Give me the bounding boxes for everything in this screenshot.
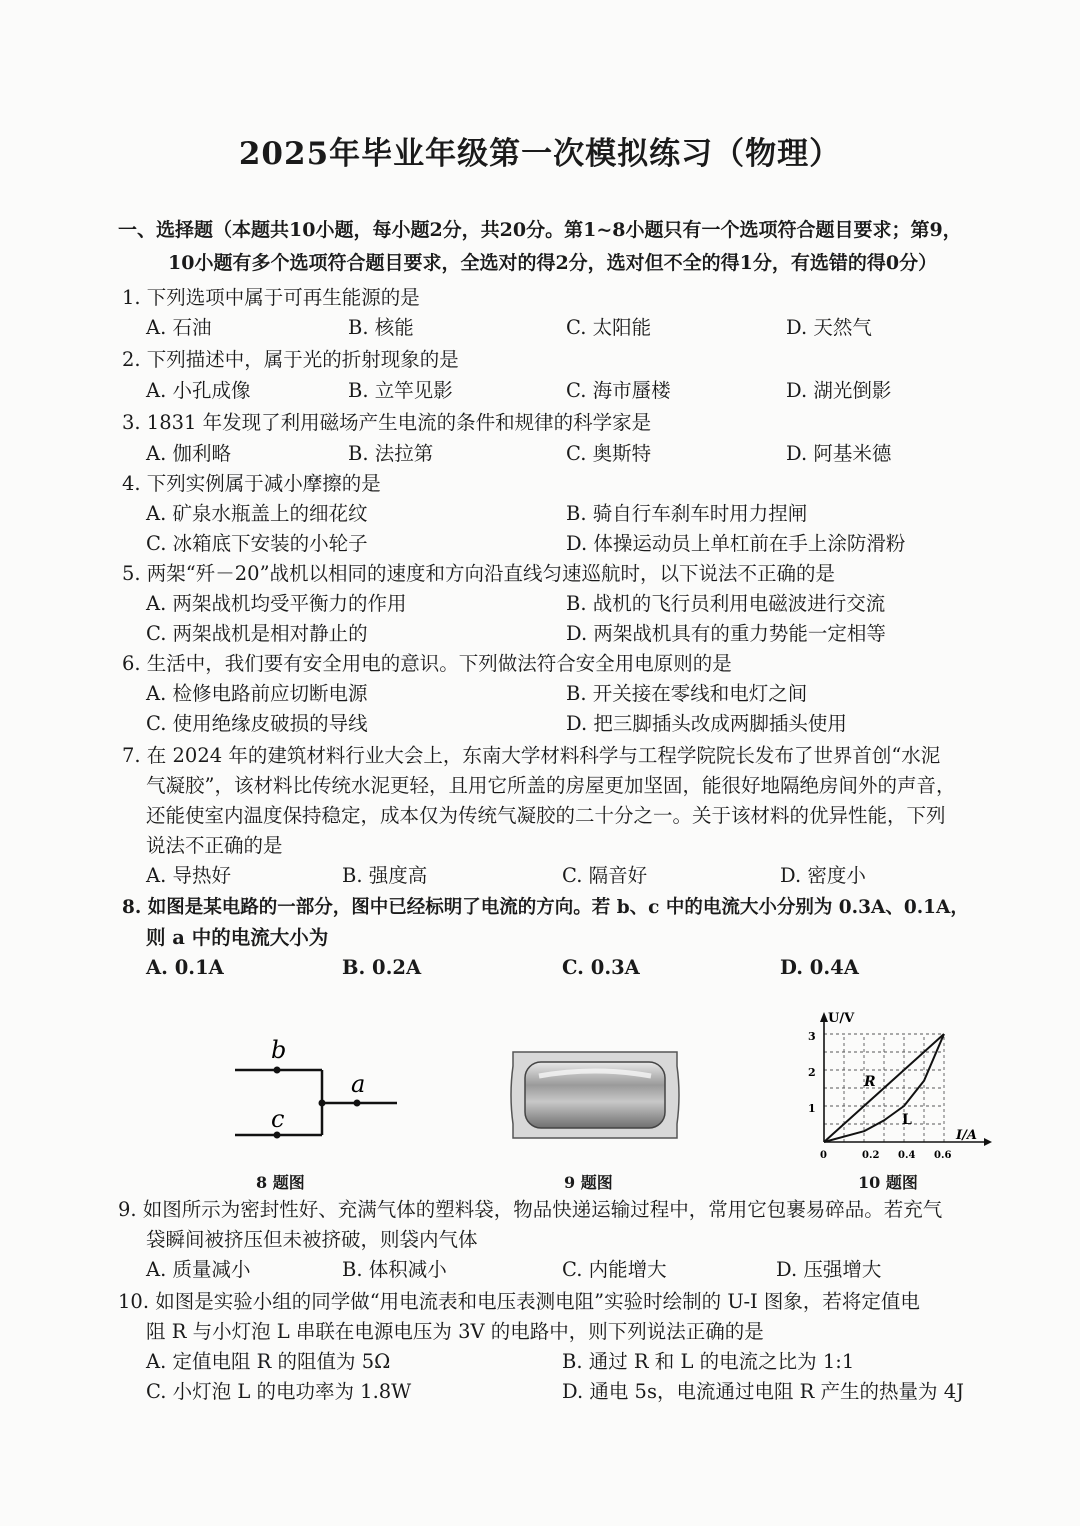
q2-option-d: D. 湖光倒影 <box>786 379 892 402</box>
q9-option-a: A. 质量减小 <box>146 1258 251 1281</box>
curve-label-l: L <box>902 1112 912 1128</box>
x-axis-label: I/A <box>956 1128 977 1143</box>
q2-option-b: B. 立竿见影 <box>348 379 453 402</box>
q9-option-c: C. 内能增大 <box>562 1258 667 1281</box>
figure-9-caption: 9 题图 <box>564 1173 613 1192</box>
node-a <box>354 1100 361 1107</box>
q6-option-a: A. 检修电路前应切断电源 <box>146 682 368 705</box>
page-title: 2025年毕业年级第一次模拟练习（物理） <box>238 136 842 172</box>
figure-8-circuit <box>225 1030 405 1150</box>
q4-option-b: B. 骑自行车刹车时用力捏闸 <box>566 502 808 525</box>
q8-option-c: C. 0.3A <box>562 956 640 979</box>
q7-option-b: B. 强度高 <box>342 864 428 887</box>
q5-option-b: B. 战机的飞行员利用电磁波进行交流 <box>566 592 886 615</box>
x-tick-label: 0.4 <box>898 1150 916 1161</box>
q3-stem: 3. 1831 年发现了利用磁场产生电流的条件和规律的科学家是 <box>122 411 652 434</box>
q8-line-1: 8. 如图是某电路的一部分，图中已经标明了电流的方向。若 b、c 中的电流大小分别为 0.3A、0.1A， <box>122 897 969 918</box>
y-axis-arrow <box>820 1012 828 1022</box>
q7-line-3: 还能使室内温度保持稳定，成本仅为传统气凝胶的二十分之一。关于该材料的优异性能，下列 <box>146 804 946 827</box>
curve-label-r: R <box>864 1074 876 1090</box>
q4-option-c: C. 冰箱底下安装的小轮子 <box>146 532 368 555</box>
q7-line-4: 说法不正确的是 <box>146 834 283 857</box>
q7-option-c: C. 隔音好 <box>562 864 648 887</box>
q1-option-c: C. 太阳能 <box>566 316 652 339</box>
q8-option-a: A. 0.1A <box>146 956 224 979</box>
q4-option-d: D. 体操运动员上单杠前在手上涂防滑粉 <box>566 532 906 555</box>
q3-option-d: D. 阿基米德 <box>786 442 892 465</box>
q10-option-b: B. 通过 R 和 L 的电流之比为 1:1 <box>562 1350 855 1373</box>
y-tick-label: 2 <box>808 1066 816 1079</box>
figure-10-caption: 10 题图 <box>858 1173 918 1192</box>
q8-option-d: D. 0.4A <box>780 956 859 979</box>
x-tick-label: 0 <box>820 1150 827 1161</box>
node-junction <box>319 1100 326 1107</box>
node-b <box>274 1067 281 1074</box>
y-tick-label: 3 <box>808 1030 816 1043</box>
figure-8-caption: 8 题图 <box>256 1173 305 1192</box>
q1-option-d: D. 天然气 <box>786 316 872 339</box>
q5-option-a: A. 两架战机均受平衡力的作用 <box>146 592 407 615</box>
q3-option-c: C. 奥斯特 <box>566 442 652 465</box>
q4-option-a: A. 矿泉水瓶盖上的细花纹 <box>146 502 368 525</box>
q3-option-b: B. 法拉第 <box>348 442 434 465</box>
q6-option-c: C. 使用绝缘皮破损的导线 <box>146 712 368 735</box>
section-instructions <box>118 214 1048 280</box>
q5-stem: 5. 两架“歼－20”战机以相同的速度和方向沿直线匀速巡航时，以下说法不正确的是 <box>122 562 836 585</box>
section-line-2: 10小题有多个选项符合题目要求，全选对的得2分，选对但不全的得1分，有选错的得0分） <box>168 252 938 274</box>
q6-option-b: B. 开关接在零线和电灯之间 <box>566 682 808 705</box>
label-a: a <box>351 1070 366 1098</box>
q7-option-a: A. 导热好 <box>146 864 231 887</box>
x-tick-label: 0.6 <box>934 1150 952 1161</box>
q7-line-1: 7. 在 2024 年的建筑材料行业大会上，东南大学材料科学与工程学院院长发布了世界首创“水泥 <box>122 744 941 767</box>
q6-option-d: D. 把三脚插头改成两脚插头使用 <box>566 712 847 735</box>
q8-option-b: B. 0.2A <box>342 956 422 979</box>
figure-10-ui-graph <box>796 1006 996 1166</box>
q8-line-2: 则 a 中的电流大小为 <box>146 926 329 949</box>
q4-stem: 4. 下列实例属于减小摩擦的是 <box>122 472 381 495</box>
q1-option-b: B. 核能 <box>348 316 414 339</box>
q1-stem: 1. 下列选项中属于可再生能源的是 <box>122 286 420 309</box>
x-tick-label: 0.2 <box>862 1150 880 1161</box>
q3-option-a: A. 伽利略 <box>146 442 231 465</box>
q9-line-2: 袋瞬间被挤压但未被挤破，则袋内气体 <box>146 1228 478 1251</box>
q2-option-a: A. 小孔成像 <box>146 379 251 402</box>
section-line-1: 一、选择题（本题共10小题，每小题2分，共20分。第1~8小题只有一个选项符合题目要求；第9， <box>118 219 962 241</box>
q2-stem: 2. 下列描述中，属于光的折射现象的是 <box>122 348 459 371</box>
y-axis-label: U/V <box>828 1011 855 1026</box>
q10-line-2: 阻 R 与小灯泡 L 串联在电源电压为 3V 的电路中，则下列说法正确的是 <box>146 1320 764 1343</box>
label-b: b <box>271 1036 287 1064</box>
q9-line-1: 9. 如图所示为密封性好、充满气体的塑料袋，物品快递运输过程中，常用它包裹易碎品。若充气 <box>118 1198 943 1221</box>
x-axis-arrow <box>984 1138 992 1146</box>
q7-option-d: D. 密度小 <box>780 864 866 887</box>
q10-line-1: 10. 如图是实验小组的同学做“用电流表和电压表测电阻”实验时绘制的 U-I 图象，若将定值电 <box>118 1290 920 1313</box>
q9-option-b: B. 体积减小 <box>342 1258 447 1281</box>
q6-stem: 6. 生活中，我们要有安全用电的意识。下列做法符合安全用电原则的是 <box>122 652 732 675</box>
q5-option-d: D. 两架战机具有的重力势能一定相等 <box>566 622 886 645</box>
q10-option-c: C. 小灯泡 L 的电功率为 1.8W <box>146 1380 412 1403</box>
q10-option-d: D. 通电 5s，电流通过电阻 R 产生的热量为 4J <box>562 1380 964 1403</box>
q10-option-a: A. 定值电阻 R 的阻值为 5Ω <box>146 1350 391 1373</box>
figure-9-air-bag <box>505 1040 685 1150</box>
q9-option-d: D. 压强增大 <box>776 1258 882 1281</box>
y-tick-label: 1 <box>808 1102 816 1115</box>
label-c: c <box>271 1105 285 1133</box>
q7-line-2: 气凝胶”，该材料比传统水泥更轻，且用它所盖的房屋更加坚固，能很好地隔绝房间外的声音， <box>146 774 956 797</box>
q2-option-c: C. 海市蜃楼 <box>566 379 671 402</box>
q1-option-a: A. 石油 <box>146 316 212 339</box>
q5-option-c: C. 两架战机是相对静止的 <box>146 622 368 645</box>
